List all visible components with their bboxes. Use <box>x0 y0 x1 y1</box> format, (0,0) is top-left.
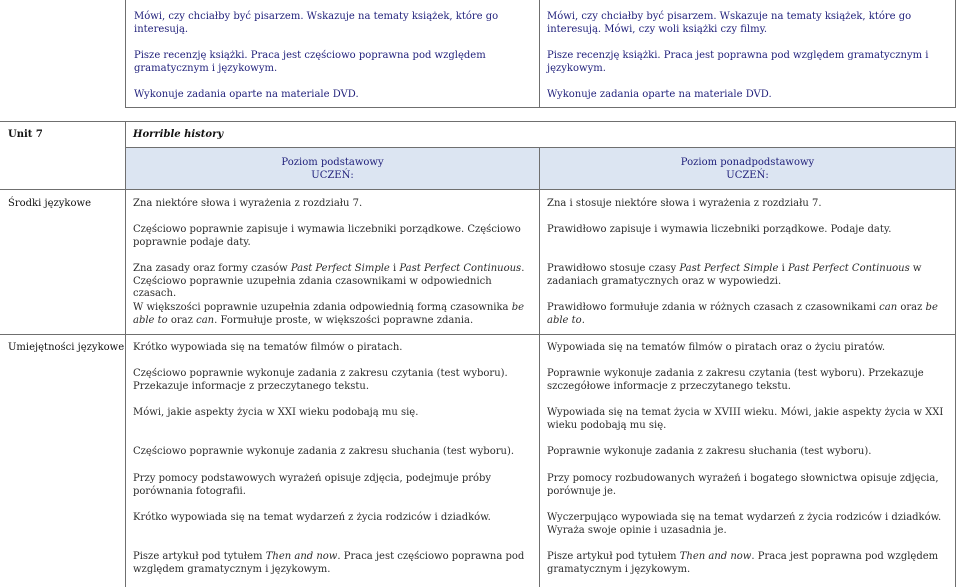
row-basic: Zna zasady oraz formy czasów Past Perfect Simple i Past Perfect Continuous. Częściowo poprawnie uzupełnia zdania czasownikami w odpowiednich czasach. <box>133 263 525 299</box>
row-basic: Przy pomocy podstawowych wyrażeń opisuje zdjęcia, podejmuje próby porównania fotografii. <box>133 473 492 497</box>
row-basic: Częściowo poprawnie zapisuje i wymawia liczebniki porządkowe. Częściowo poprawnie podaje daty. <box>133 224 521 248</box>
top-row-left: Pisze recenzję książki. Praca jest częściowo poprawna pod względem gramatycznym i językowym. <box>134 50 486 74</box>
grid-line <box>955 121 956 587</box>
row-advanced: Zna i stosuje niektóre słowa i wyrażenia z rozdziału 7. <box>547 198 822 209</box>
level-basic-name: Poziom podstawowy <box>281 157 384 168</box>
unit-title: Horrible history <box>133 129 224 140</box>
top-row-right: Pisze recenzję książki. Praca jest poprawna pod względem gramatycznym i językowym. <box>547 50 929 74</box>
grid-line <box>539 147 540 587</box>
top-row-right: Mówi, czy chciałby być pisarzem. Wskazuje na tematy książek, które go interesują. Mówi, czy woli książki czy filmy. <box>547 11 912 35</box>
row-advanced: Prawidłowo zapisuje i wymawia liczebniki porządkowe. Podaje daty. <box>547 224 892 235</box>
top-row-left: Mówi, czy chciałby być pisarzem. Wskazuje na tematy książek, które go interesują. <box>134 11 499 35</box>
unit-label: Unit 7 <box>8 129 43 140</box>
row-basic: Krótko wypowiada się na temat wydarzeń z życia rodziców i dziadków. <box>133 512 491 523</box>
top-row-right: Wykonuje zadania oparte na materiale DVD. <box>547 89 772 100</box>
row-basic: Krótko wypowiada się na tematów filmów o piratach. <box>133 342 403 353</box>
grid-line <box>0 334 956 335</box>
level-basic-student: UCZEŃ: <box>311 170 354 181</box>
grid-line <box>539 0 540 108</box>
section-language-skills: Umiejętności językowe <box>8 342 125 353</box>
row-basic: W większości poprawnie uzupełnia zdania odpowiednią formą czasownika be able to oraz can. Formułuje proste, w większości poprawne zdania. <box>133 302 525 326</box>
level-advanced-header <box>540 156 955 182</box>
row-advanced: Przy pomocy rozbudowanych wyrażeń i bogatego słownictwa opisuje zdjęcia, porównuje je. <box>547 473 939 497</box>
row-advanced: Pisze artykuł pod tytułem Then and now. Praca jest poprawna pod względem gramatycznym i językowym. <box>547 551 939 575</box>
row-basic: Zna niektóre słowa i wyrażenia z rozdziału 7. <box>133 198 363 209</box>
row-advanced: Wypowiada się na tematów filmów o piratach oraz o życiu piratów. <box>547 342 886 353</box>
row-advanced: Poprawnie wykonuje zadania z zakresu czytania (test wyboru). Przekazuje szczegółowe informacje z przeczytanego tekstu. <box>547 368 924 392</box>
row-advanced: Prawidłowo formułuje zdania w różnych czasach z czasownikami can oraz be able to. <box>547 302 938 326</box>
row-basic: Częściowo poprawnie wykonuje zadania z zakresu słuchania (test wyboru). <box>133 446 515 457</box>
grid-line <box>125 121 126 587</box>
grid-line <box>125 0 126 108</box>
row-basic: Częściowo poprawnie wykonuje zadania z zakresu czytania (test wyboru). Przekazuje informacje z przeczytanego tekstu. <box>133 368 508 392</box>
grid-line <box>125 107 956 108</box>
top-row-left: Wykonuje zadania oparte na materiale DVD. <box>134 89 359 100</box>
grid-line <box>0 121 956 122</box>
level-basic-header <box>126 156 539 182</box>
grid-line <box>0 189 956 190</box>
row-basic: Pisze artykuł pod tytułem Then and now. Praca jest częściowo poprawna pod względem gramatycznym i językowym. <box>133 551 525 575</box>
grid-line <box>955 0 956 108</box>
row-basic: Mówi, jakie aspekty życia w XXI wieku podobają mu się. <box>133 407 419 418</box>
level-advanced-student: UCZEŃ: <box>726 170 769 181</box>
row-advanced: Wypowiada się na temat życia w XVIII wieku. Mówi, jakie aspekty życia w XXI wieku podobają mu się. <box>547 407 944 431</box>
row-advanced: Prawidłowo stosuje czasy Past Perfect Simple i Past Perfect Continuous w zadaniach gramatycznych oraz w wypowiedzi. <box>547 263 922 287</box>
section-language-means: Środki językowe <box>8 198 91 209</box>
level-advanced-name: Poziom ponadpodstawowy <box>680 157 815 168</box>
row-advanced: Wyczerpująco wypowiada się na temat wydarzeń z życia rodziców i dziadków. Wyraża swoje opinie i uzasadnia je. <box>547 512 942 536</box>
row-advanced: Poprawnie wykonuje zadania z zakresu słuchania (test wyboru). <box>547 446 872 457</box>
